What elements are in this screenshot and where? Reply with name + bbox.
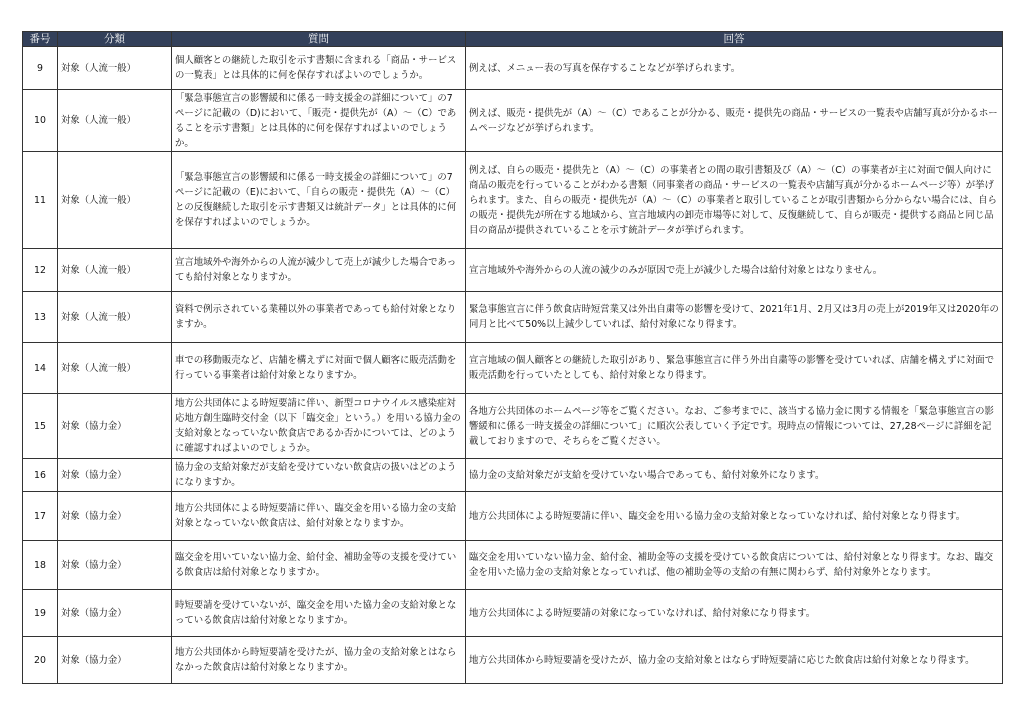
- row-answer: 臨交金を用いていない協力金、給付金、補助金等の支援を受けている飲食店については、給付対象となり得ます。なお、臨交金を用いた協力金の支給対象となっていれば、他の補助金等の支給の有無に関わらず、給付対象外となります。: [466, 541, 1003, 590]
- row-category: 対象（協力金）: [58, 394, 172, 459]
- row-question: 協力金の支給対象だが支給を受けていない飲食店の扱いはどのようになりますか。: [172, 459, 466, 492]
- table-row: [23, 343, 1003, 394]
- row-category: 対象（人流一般）: [58, 249, 172, 292]
- row-number: 13: [23, 292, 58, 343]
- table-row: [23, 90, 1003, 152]
- row-number: 11: [23, 152, 58, 249]
- row-number: 18: [23, 541, 58, 590]
- row-answer: 例えば、自らの販売・提供先と（A）～（C）の事業者との間の取引書類及び（A）～（C）の事業者が主に対面で個人向けに商品の販売を行っていることがわかる書類（同事業者の商品・サービスの一覧表や店舗写真が分かるホームページ等）が挙げられます。また、自らの販売・提供先が（A）～（C）の事業者と取引していることが取引書類から分からない場合には、自らの販売・提供先が所在する地域から、宣言地域内の卸売市場等に対して、反復継続して、自らが販売・提供する商品と同じ品目の商品が提供されていることを示す統計データが挙げられます。: [466, 152, 1003, 249]
- row-number: 16: [23, 459, 58, 492]
- table-row: [23, 292, 1003, 343]
- row-answer: 宣言地域外や海外からの人流の減少のみが原因で売上が減少した場合は給付対象とはなりません。: [466, 249, 1003, 292]
- row-category: 対象（人流一般）: [58, 152, 172, 249]
- row-category: 対象（人流一般）: [58, 47, 172, 90]
- row-question: 臨交金を用いていない協力金、給付金、補助金等の支援を受けている飲食店は給付対象となりますか。: [172, 541, 466, 590]
- row-category: 対象（人流一般）: [58, 292, 172, 343]
- row-answer: 協力金の支給対象だが支給を受けていない場合であっても、給付対象外になります。: [466, 459, 1003, 492]
- row-question: 個人顧客との継続した取引を示す書類に含まれる「商品・サービスの一覧表」とは具体的に何を保存すればよいのでしょうか。: [172, 47, 466, 90]
- row-number: 17: [23, 492, 58, 541]
- row-number: 14: [23, 343, 58, 394]
- table-row: [23, 47, 1003, 90]
- table-row: [23, 249, 1003, 292]
- row-number: 10: [23, 90, 58, 152]
- faq-table: [22, 31, 1003, 684]
- row-question: 地方公共団体から時短要請を受けたが、協力金の支給対象とはならなかった飲食店は給付対象となりますか。: [172, 637, 466, 684]
- table-row: [23, 637, 1003, 684]
- row-question: 「緊急事態宣言の影響緩和に係る一時支援金の詳細について」の7ページに記載の（E)において、「自らの販売・提供先（A）～（C）との反復継続した取引を示す書類又は統計データ」とは具体的に何を保存すればよいのでしょうか。: [172, 152, 466, 249]
- row-category: 対象（協力金）: [58, 492, 172, 541]
- table-row: [23, 394, 1003, 459]
- row-number: 15: [23, 394, 58, 459]
- row-number: 12: [23, 249, 58, 292]
- row-answer: 宣言地域の個人顧客との継続した取引があり、緊急事態宣言に伴う外出自粛等の影響を受けていれば、店舗を構えずに対面で販売活動を行っていたとしても、給付対象となり得ます。: [466, 343, 1003, 394]
- row-answer: 例えば、メニュー表の写真を保存することなどが挙げられます。: [466, 47, 1003, 90]
- table-row: [23, 152, 1003, 249]
- row-number: 9: [23, 47, 58, 90]
- row-number: 19: [23, 590, 58, 637]
- row-answer: 例えば、販売・提供先が（A）～（C）であることが分かる、販売・提供先の商品・サービスの一覧表や店舗写真が分かるホームページなどが挙げられます。: [466, 90, 1003, 152]
- table-row: [23, 492, 1003, 541]
- row-question: 「緊急事態宣言の影響緩和に係る一時支援金の詳細について」の7ページに記載の（D)において、「販売・提供先が（A）～（C）であることを示す書類」とは具体的に何を保存すればよいのでしょうか。: [172, 90, 466, 152]
- header-category: 分類: [58, 32, 172, 47]
- row-answer: 地方公共団体による時短要請の対象になっていなければ、給付対象になり得ます。: [466, 590, 1003, 637]
- row-number: 20: [23, 637, 58, 684]
- header-num: 番号: [23, 32, 58, 47]
- table-row: [23, 459, 1003, 492]
- row-question: 資料で例示されている業種以外の事業者であっても給付対象となりますか。: [172, 292, 466, 343]
- row-question: 宣言地域外や海外からの人流が減少して売上が減少した場合であっても給付対象となりますか。: [172, 249, 466, 292]
- table-row: [23, 541, 1003, 590]
- row-category: 対象（協力金）: [58, 541, 172, 590]
- row-answer: 地方公共団体から時短要請を受けたが、協力金の支給対象とはならず時短要請に応じた飲食店は給付対象となり得ます。: [466, 637, 1003, 684]
- table-header-row: [23, 32, 1003, 47]
- row-question: 地方公共団体による時短要請に伴い、臨交金を用いる協力金の支給対象となっていない飲食店は、給付対象となりますか。: [172, 492, 466, 541]
- row-question: 地方公共団体による時短要請に伴い、新型コロナウイルス感染症対応地方創生臨時交付金（以下「臨交金」という。）を用いる協力金の支給対象となっていない飲食店であるか否かについては、どのように確認すればよいのでしょうか。: [172, 394, 466, 459]
- row-category: 対象（協力金）: [58, 590, 172, 637]
- row-answer: 緊急事態宣言に伴う飲食店時短営業又は外出自粛等の影響を受けて、2021年1月、2月又は3月の売上が2019年又は2020年の同月と比べて50%以上減少していれば、給付対象になり得ます。: [466, 292, 1003, 343]
- row-category: 対象（協力金）: [58, 637, 172, 684]
- row-answer: 各地方公共団体のホームページ等をご覧ください。なお、ご参考までに、該当する協力金に関する情報を「緊急事態宣言の影響緩和に係る一時支援金の詳細について」に順次公表していく予定です。現時点の情報については、27,28ページに詳細を記載しておりますので、そちらをご覧ください。: [466, 394, 1003, 459]
- row-answer: 地方公共団体による時短要請に伴い、臨交金を用いる協力金の支給対象となっていなければ、給付対象となり得ます。: [466, 492, 1003, 541]
- table-row: [23, 590, 1003, 637]
- row-category: 対象（協力金）: [58, 459, 172, 492]
- row-question: 時短要請を受けていないが、臨交金を用いた協力金の支給対象となっている飲食店は給付対象となりますか。: [172, 590, 466, 637]
- header-answer: 回答: [466, 32, 1003, 47]
- row-category: 対象（人流一般）: [58, 90, 172, 152]
- header-question: 質問: [172, 32, 466, 47]
- row-category: 対象（人流一般）: [58, 343, 172, 394]
- row-question: 車での移動販売など、店舗を構えずに対面で個人顧客に販売活動を行っている事業者は給付対象となりますか。: [172, 343, 466, 394]
